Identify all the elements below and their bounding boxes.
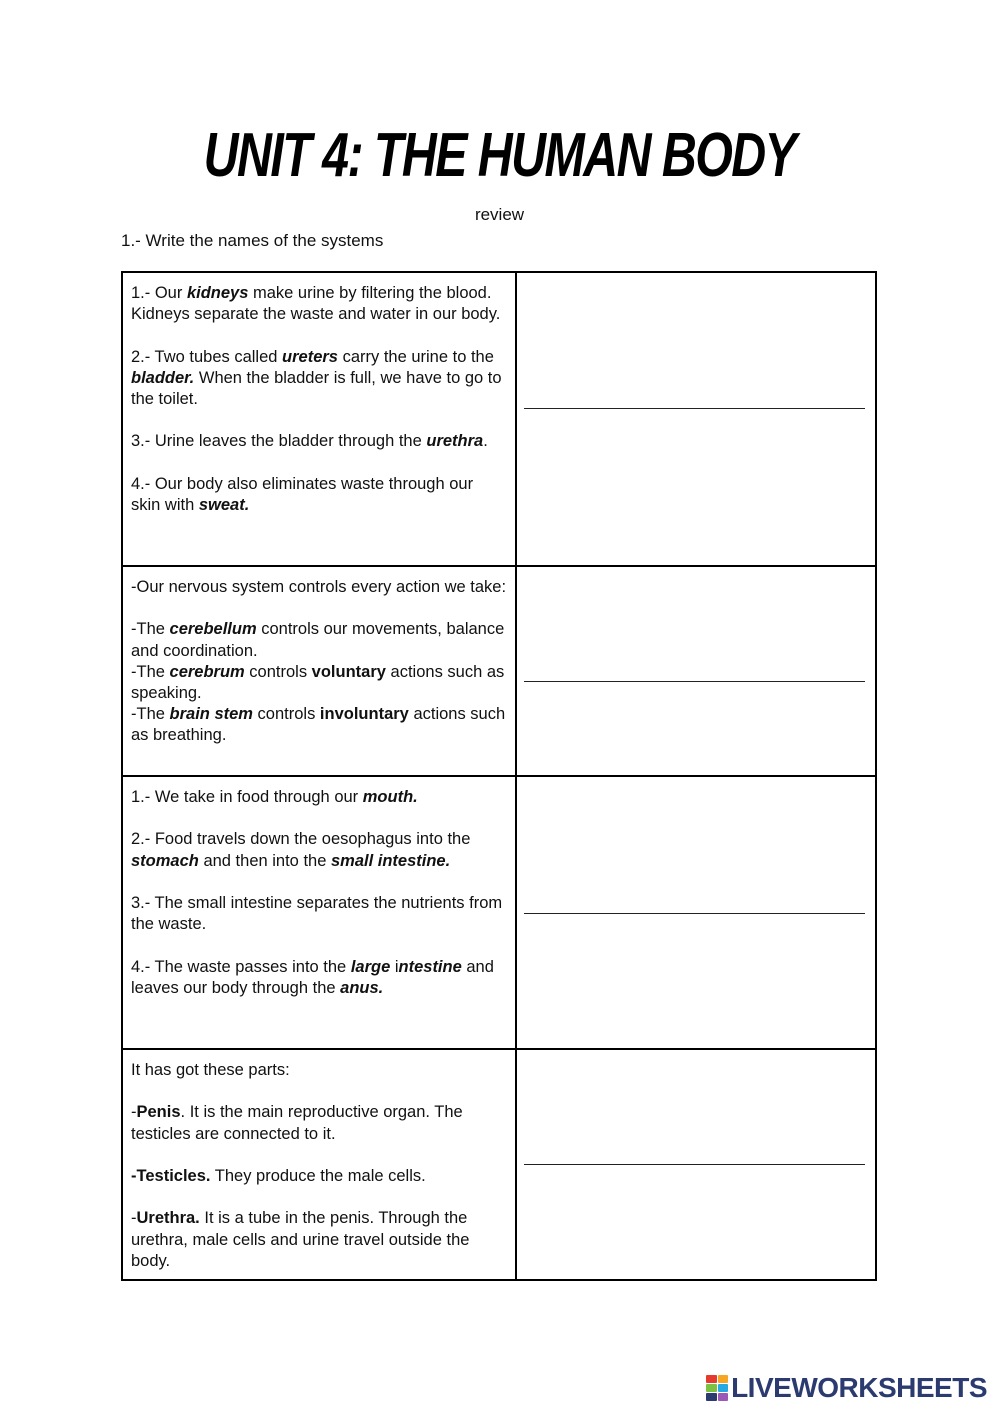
table-row	[122, 776, 876, 1049]
logo-block	[706, 1393, 717, 1401]
page-subtitle: review	[474, 205, 525, 224]
description-paragraph	[131, 283, 507, 325]
logo-text: LIVEWORKSHEETS	[731, 1372, 987, 1403]
key-term: cerebellum	[169, 620, 257, 639]
text-run: 2.- Food travels down the oesophagus into the	[131, 830, 471, 849]
text-run: -	[131, 1103, 137, 1122]
page-title: UNIT 4: THE HUMAN BODY	[203, 121, 796, 190]
paragraph-gap	[131, 410, 507, 431]
key-term: kidneys	[186, 284, 249, 302]
text-run: controls	[244, 662, 312, 681]
description-cell	[122, 272, 516, 566]
key-term: Penis	[136, 1103, 181, 1122]
description-paragraph	[131, 619, 507, 746]
text-run: actions such as speaking.	[131, 662, 505, 702]
exercise-instruction: 1.- Write the names of the systems	[121, 231, 384, 250]
key-term: brain stem	[169, 705, 253, 724]
text-run: and leaves our body through the	[131, 957, 494, 997]
liveworksheets-logo-icon	[706, 1375, 728, 1401]
answer-cell	[516, 1049, 876, 1280]
text-run: They produce the male cells.	[210, 1166, 426, 1185]
text-run: make urine by filtering the blood. Kidneys separate the waste and water in our body.	[131, 284, 501, 324]
description-paragraph	[131, 1208, 507, 1272]
key-term: bladder.	[131, 368, 195, 387]
answer-line[interactable]	[524, 681, 865, 682]
answer-cell	[516, 776, 876, 1049]
text-run: 3.- The small intestine separates the nutrients from the waste.	[131, 893, 503, 934]
text-run: carry the urine to the	[337, 347, 494, 366]
logo-block	[718, 1375, 729, 1383]
text-run: 1.- We take in food through our	[131, 788, 363, 806]
paragraph-gap	[131, 1081, 507, 1102]
answer-cell	[516, 566, 876, 776]
description-cell	[122, 776, 516, 1049]
key-term: Urethra.	[136, 1209, 200, 1228]
paragraph-gap	[131, 935, 507, 956]
logo-block	[718, 1393, 729, 1401]
systems-table	[121, 271, 877, 1281]
description-paragraph	[131, 474, 507, 516]
description-paragraph	[131, 577, 507, 598]
text-run: . It is the main reproductive organ. The testicles are connected to it.	[131, 1103, 463, 1143]
description-paragraph	[131, 347, 507, 411]
description-cell	[122, 1049, 516, 1280]
description-paragraph	[131, 1102, 507, 1144]
text-run: -The	[131, 620, 170, 639]
text-run: 4.- Our body also eliminates waste through our skin with	[131, 474, 474, 514]
key-term: ntestine	[398, 957, 462, 976]
description-paragraph	[131, 957, 507, 999]
logo-block	[706, 1375, 717, 1383]
liveworksheets-logo	[706, 1372, 987, 1404]
text-run: .	[483, 432, 488, 451]
key-term: urethra	[426, 432, 484, 451]
paragraph-gap	[131, 808, 507, 829]
key-term: anus.	[340, 978, 384, 997]
logo-block	[718, 1384, 729, 1392]
key-term: involuntary	[319, 705, 409, 724]
text-run: -The	[131, 662, 170, 681]
description-paragraph	[131, 1060, 507, 1081]
text-run: i	[390, 957, 399, 976]
text-run: -Our nervous system controls every action we take:	[131, 578, 507, 596]
key-term: voluntary	[311, 662, 386, 681]
text-run: When the bladder is full, we have to go to the toilet.	[131, 368, 502, 408]
text-run: 1.- Our	[131, 284, 187, 302]
key-term: small intestine.	[330, 851, 451, 870]
paragraph-gap	[131, 1145, 507, 1166]
table-row	[122, 566, 876, 776]
text-run: It is a tube in the penis. Through the urethra, male cells and urine travel outside the body.	[131, 1209, 470, 1270]
description-paragraph	[131, 1166, 507, 1187]
text-run: actions such as breathing.	[131, 705, 506, 745]
description-paragraph	[131, 787, 507, 808]
key-term: ureters	[282, 347, 338, 366]
key-term: cerebrum	[169, 662, 245, 681]
text-run: 4.- The waste passes into the	[131, 957, 351, 976]
table-row	[122, 1049, 876, 1280]
table-row	[122, 272, 876, 566]
text-run: -	[131, 1209, 137, 1228]
answer-cell	[516, 272, 876, 566]
text-run: 2.- Two tubes called	[131, 347, 283, 366]
key-term: mouth.	[362, 788, 418, 806]
paragraph-gap	[131, 453, 507, 474]
description-paragraph	[131, 431, 507, 452]
text-run: 3.- Urine leaves the bladder through the	[131, 432, 427, 451]
key-term: large	[350, 957, 391, 976]
paragraph-gap	[131, 598, 507, 619]
text-run: It has got these parts:	[131, 1061, 290, 1079]
description-cell	[122, 566, 516, 776]
paragraph-gap	[131, 325, 507, 346]
paragraph-gap	[131, 872, 507, 893]
description-paragraph	[131, 893, 507, 935]
logo-block	[706, 1384, 717, 1392]
answer-line[interactable]	[524, 408, 865, 409]
key-term: sweat.	[198, 495, 250, 514]
description-paragraph	[131, 829, 507, 871]
answer-line[interactable]	[524, 913, 865, 914]
text-run: and then into the	[198, 851, 331, 870]
text-run: controls our movements, balance and coordination.	[131, 620, 505, 660]
text-run: -The	[131, 705, 170, 724]
key-term: stomach	[131, 851, 199, 870]
text-run: controls	[252, 705, 320, 724]
key-term: -Testicles.	[131, 1166, 211, 1185]
paragraph-gap	[131, 1187, 507, 1208]
answer-line[interactable]	[524, 1164, 865, 1165]
